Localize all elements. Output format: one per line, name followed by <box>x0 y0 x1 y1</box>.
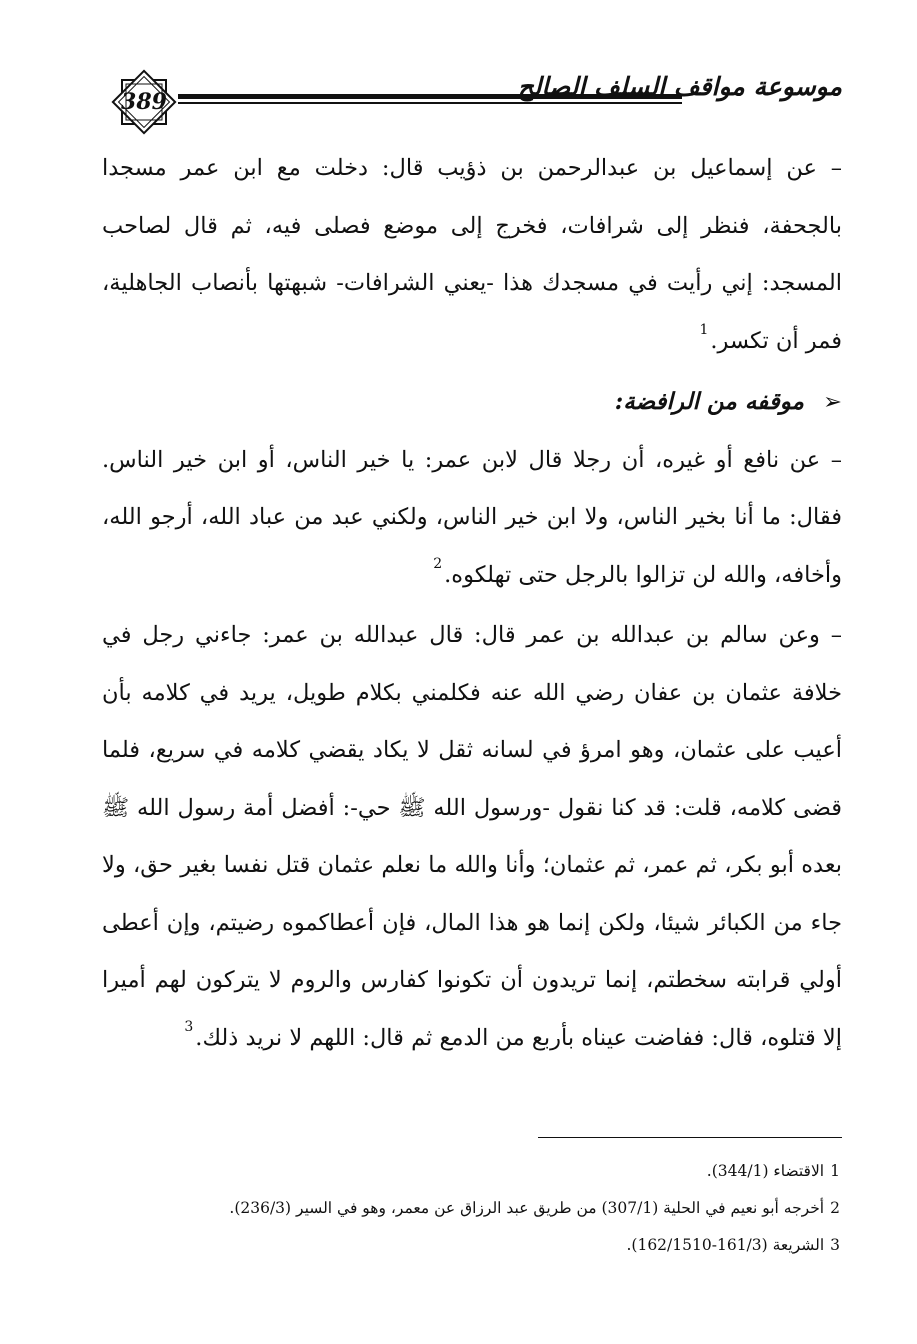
footnote-text: أخرجه أبو نعيم في الحلية (307/1) من طريق عبد الرزاق عن معمر، وهو في السير (236/3). <box>229 1199 825 1217</box>
footnote-text: الاقتضاء (344/1). <box>706 1162 825 1180</box>
footnote-number: 3 <box>830 1236 840 1254</box>
paragraph <box>102 140 842 373</box>
main-text <box>102 140 842 1070</box>
footnote-separator <box>538 1137 842 1138</box>
section-heading-text: موقفه من الرافضة: <box>614 388 804 415</box>
footnote-ref: 3 <box>184 1018 194 1035</box>
section-heading <box>102 373 842 432</box>
book-title: موسوعة مواقف السلف الصالح <box>517 72 842 101</box>
footnote-ref: 1 <box>699 321 709 338</box>
paragraph-text: – عن نافع أو غيره، أن رجلا قال لابن عمر: يا خير الناس، أو ابن خير الناس. فقال: ما أنا بخير الناس، ولا ابن خير الناس، ولكني عبد من عباد الله، أرجو الله، وأخافه، والله لن تزالوا بالرجل حتى تهلكوه. <box>102 446 842 588</box>
footnote <box>150 1153 840 1190</box>
page-header <box>100 64 842 140</box>
page-number: 389 <box>121 89 167 115</box>
footnote <box>150 1227 840 1264</box>
paragraph <box>102 607 842 1070</box>
footnote-number: 2 <box>830 1199 840 1217</box>
page-number-badge <box>108 66 180 138</box>
paragraph-text: – عن إسماعيل بن عبدالرحمن بن ذؤيب قال: دخلت مع ابن عمر مسجدا بالجحفة، فنظر إلى شرافات، فخرج إلى موضع فصلى فيه، ثم قال لصاحب المسجد: إني رأيت في مسجدك هذا -يعني الشرافات- شبهتها بأنصاب الجاهلية، فمر أن تكسر. <box>102 155 842 354</box>
footnote-number: 1 <box>830 1162 840 1180</box>
paragraph <box>102 432 842 608</box>
footnotes <box>150 1153 840 1264</box>
footnote-ref: 2 <box>433 555 443 572</box>
footnote-text: الشريعة (161/3-162/1510). <box>626 1236 825 1254</box>
paragraph-text: – وعن سالم بن عبدالله بن عمر قال: قال عبدالله بن عمر: جاءني رجل في خلافة عثمان بن عفان رضي الله عنه فكلمني بكلام طويل، يريد في كلامه بأن أعيب على عثمان، وهو امرؤ في لسانه ثقل لا يكاد يقضي كلامه في سريع، فلما قضى كلامه، قلت: قد كنا نقول -ورسول الله ﷺ حي-: أفضل أمة رسول الله ﷺ بعده أبو بكر، ثم عمر، ثم عثمان؛ وأنا والله ما نعلم عثمان قتل نفسا بغير حق، ولا جاء من الكبائر شيئا، ولكن إنما هو هذا المال، فإن أعطاكموه رضيتم، وإن أعطى أولي قرابته سخطتم، إنما تريدون أن تكونوا كفارس والروم لا يتركون لهم أميرا إلا قتلوه، قال: ففاضت عيناه بأربع من الدمع ثم قال: اللهم لا نريد ذلك. <box>102 622 842 1051</box>
arrow-bullet-icon: ➢ <box>823 389 842 415</box>
footnote <box>150 1190 840 1227</box>
